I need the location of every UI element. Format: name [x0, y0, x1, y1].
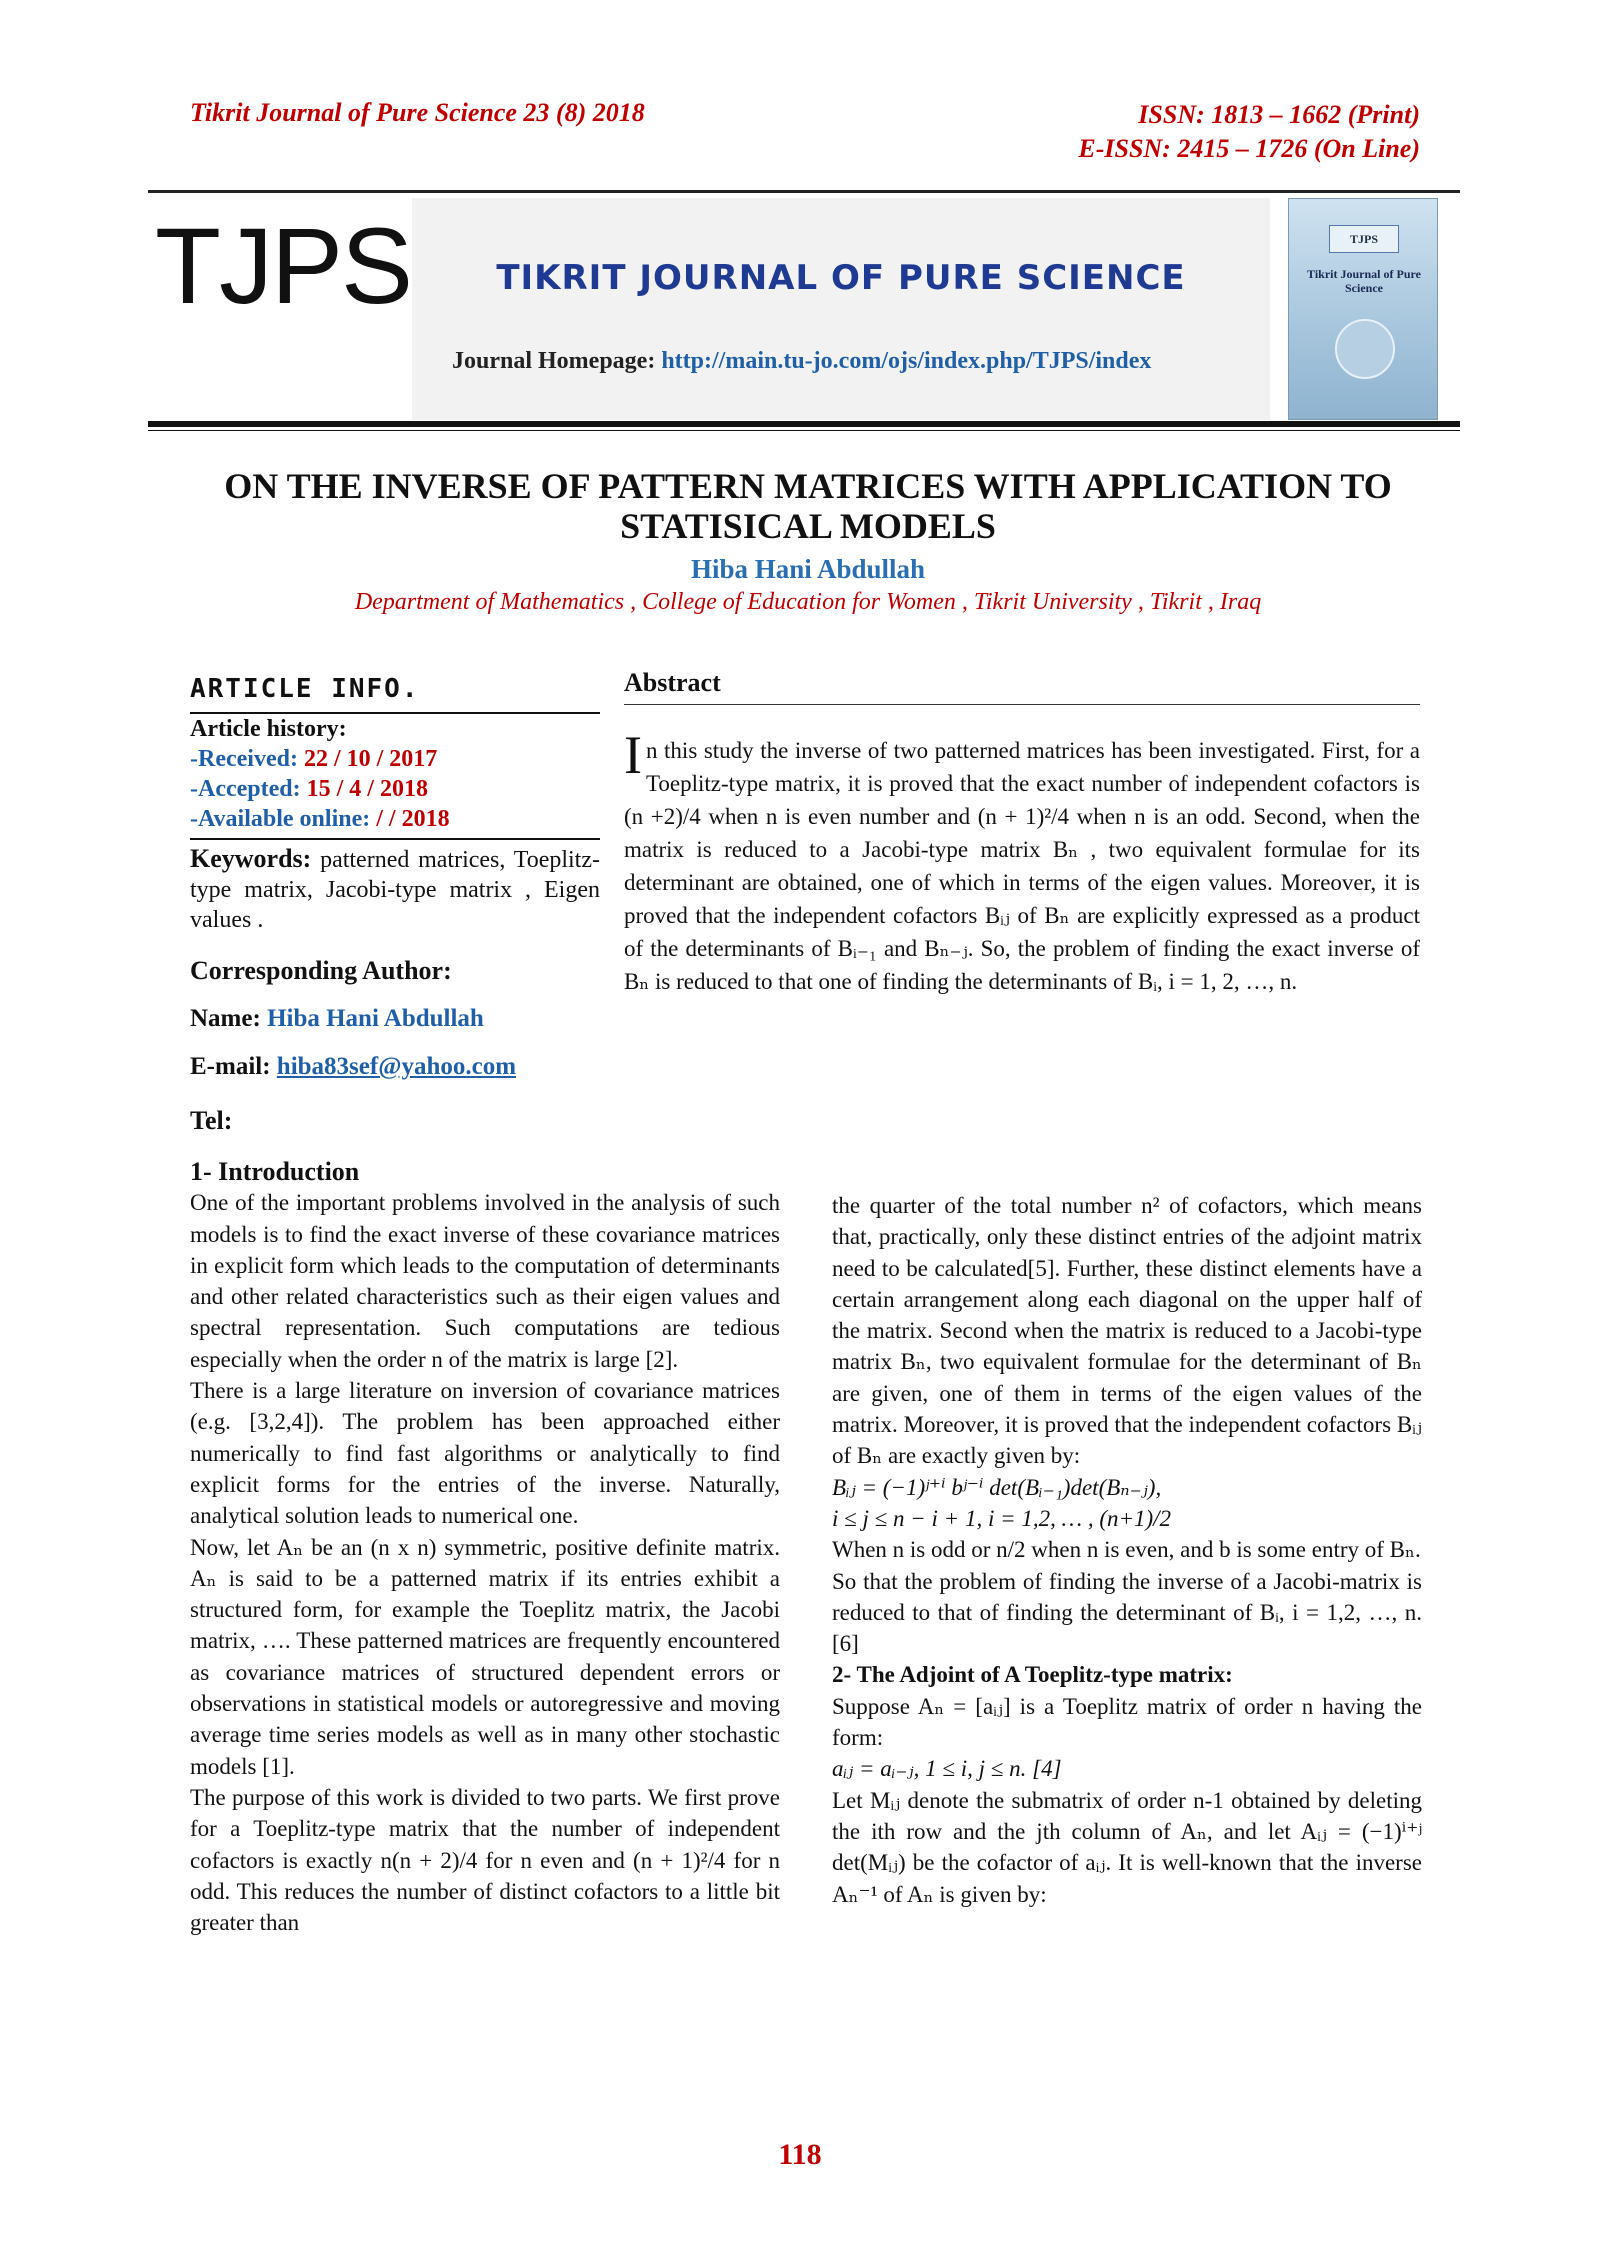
intro-paragraph-4: The purpose of this work is divided to two parts. We first prove for a Toeplitz-type matrix that the number of independent cofactors is exactly n(n + 2)/4 for n even and (n + 1)²/4 for n odd. This reduces the number of distinct cofactors to a little bit greater than: [190, 1784, 780, 1936]
introduction-column: [190, 1156, 780, 1938]
journal-homepage: [452, 348, 1151, 375]
homepage-link[interactable]: http://main.tu-jo.com/ojs/index.php/TJPS/index: [661, 348, 1152, 374]
tel-line: [190, 1106, 600, 1136]
right-paragraph-3: So that the problem of finding the inverse of a Jacobi-matrix is reduced to that of finding the determinant of Bᵢ, i = 1,2, …, n. [6]: [832, 1568, 1422, 1657]
received-date: 22 / 10 / 2017: [303, 746, 438, 772]
author-name-line: [190, 1004, 600, 1034]
paper-author: Hiba Hani Abdullah: [690, 554, 926, 584]
journal-cover-image: [1288, 198, 1438, 420]
intro-paragraph-3: Now, let Aₙ be an (n x n) symmetric, positive definite matrix. Aₙ is said to be a patterned matrix if its entries exhibit a structured form, for example the Toeplitz matrix, the Jacobi matrix, …. These patterned matrices are frequently encountered as covariance matrices of structured dependent errors or observations in statistical models or autoregressive and moving average time series models as well as in many other stochastic models [1].: [190, 1534, 780, 1779]
intro-paragraph-1: One of the important problems involved in the analysis of such models is to find the exact inverse of these covariance matrices in explicit form which leads to the computation of determinants and other related characteristics such as their eigen values and spectral representation. Such computations are tedious especially when the order n of the matrix is large [2].: [190, 1190, 780, 1372]
email-line: [190, 1052, 600, 1082]
banner-top-rule: [148, 190, 1460, 193]
received-label: -Received:: [190, 746, 304, 772]
right-paragraph-4: Suppose Aₙ = [aᵢⱼ] is a Toeplitz matrix of order n having the form:: [832, 1693, 1422, 1751]
author-name: Hiba Hani Abdullah: [267, 1005, 484, 1032]
journal-issue-header: Tikrit Journal of Pure Science 23 (8) 2018: [190, 98, 645, 127]
introduction-heading: 1- Introduction: [190, 1157, 360, 1186]
homepage-label: Journal Homepage:: [452, 348, 662, 374]
issn-header: [1078, 98, 1420, 166]
right-paragraph-1: the quarter of the total number n² of cofactors, which means that, practically, only these distinct entries of the adjoint matrix need to be calculated[5]. Further, these distinct elements have a certain arrangement along each diagonal on the upper half of the matrix. Second when the matrix is reduced to a Jacobi-type matrix Bₙ, two equivalent formulae for the determinant of Bₙ are given, one of them in terms of the eigen values of the matrix. Moreover, it is proved that the independent cofactors Bᵢⱼ of Bₙ are exactly given by:: [832, 1193, 1422, 1469]
article-info-heading: ARTICLE INFO.: [190, 674, 420, 704]
toeplitz-equation: aᵢⱼ = aᵢ₋ⱼ, 1 ≤ i, j ≤ n. [4]: [832, 1756, 1062, 1782]
keywords-label: Keywords:: [190, 844, 312, 873]
cofactor-equation: Bᵢⱼ = (−1)ʲ⁺ⁱ bʲ⁻ⁱ det(Bᵢ₋₁)det(Bₙ₋ⱼ),: [832, 1474, 1162, 1500]
keywords: [190, 844, 600, 935]
tjps-logo: TJPS: [155, 205, 412, 326]
keywords-list: patterned matrices, Toeplitz-type matrix, Jacobi-type matrix , Eigen values .: [190, 847, 600, 933]
article-history: [190, 714, 600, 834]
journal-name: TIKRIT JOURNAL OF PURE SCIENCE: [496, 258, 1186, 298]
cover-seal-icon: [1335, 319, 1395, 379]
page-number: 118: [778, 2138, 822, 2171]
available-date: / / 2018: [376, 806, 450, 832]
email-link[interactable]: hiba83sef@yahoo.com: [276, 1053, 517, 1080]
corresponding-author-label: [190, 956, 600, 986]
banner-bottom-thin-rule: [148, 430, 1460, 431]
email-label: E-mail:: [190, 1053, 277, 1080]
abstract-text: n this study the inverse of two patterned matrices has been investigated. First, for a Toeplitz-type matrix, it is proved that the exact number of independent cofactors is (n +2)/4 when n is even number and (n + 1)²/4 when n is an odd. Second, when the matrix is reduced to a Jacobi-type matrix Bₙ , two equivalent formulae for its determinant are obtained, one of which in terms of the eigen values. Moreover, it is proved that the independent cofactors Bᵢⱼ of Bₙ are explicitly expressed as a product of the determinants of Bᵢ₋₁ and Bₙ₋ⱼ. So, the problem of finding the exact inverse of Bₙ is reduced to that one of finding the determinants of Bᵢ, i = 1, 2, …, n.: [624, 738, 1420, 994]
available-label: -Available online:: [190, 806, 377, 832]
issn-online: E-ISSN: 2415 – 1726 (On Line): [1078, 134, 1420, 163]
banner-panel: [412, 198, 1270, 420]
right-paragraph-2: When n is odd or n/2 when n is even, and b is some entry of Bₙ.: [832, 1537, 1421, 1563]
tel-label: Tel:: [190, 1106, 233, 1135]
banner-bottom-rule: [148, 421, 1460, 427]
abstract-body: [624, 725, 1420, 998]
history-label: Article history:: [190, 716, 347, 742]
cover-title: Tikrit Journal of Pure Science: [1307, 267, 1421, 295]
abstract-rule: [624, 704, 1420, 705]
intro-paragraph-2: There is a large literature on inversion of covariance matrices (e.g. [3,2,4]). The problem has been approached either numerically to find fast algorithms or analytically to find explicit forms for the entries of the inverse. Naturally, analytical solution leads to numerical one.: [190, 1378, 780, 1529]
section-2-heading: 2- The Adjoint of A Toeplitz-type matrix:: [832, 1662, 1233, 1688]
right-column: [832, 1190, 1422, 1910]
cofactor-equation-range: i ≤ j ≤ n − i + 1, i = 1,2, … , (n+1)/2: [832, 1505, 1172, 1531]
name-label: Name:: [190, 1005, 268, 1032]
issn-print: ISSN: 1813 – 1662 (Print): [1138, 100, 1420, 129]
paper-affiliation: Department of Mathematics , College of Education for Women , Tikrit University , Tikrit , Iraq: [354, 589, 1262, 615]
accepted-date: 15 / 4 / 2018: [306, 776, 428, 802]
accepted-label: -Accepted:: [190, 776, 307, 802]
cover-tjps-badge: TJPS: [1329, 225, 1399, 253]
corresponding-label-text: Corresponding Author:: [190, 956, 452, 985]
abstract-heading: Abstract: [624, 668, 721, 697]
paper-title: ON THE INVERSE OF PATTERN MATRICES WITH APPLICATION TO STATISICAL MODELS: [224, 466, 1392, 546]
right-paragraph-5: Let Mᵢⱼ denote the submatrix of order n-1 obtained by deleting the ith row and the jth column of Aₙ, and let Aᵢⱼ = (−1)ⁱ⁺ʲ det(Mᵢⱼ) be the cofactor of aᵢⱼ. It is well-known that the inverse Aₙ⁻¹ of Aₙ is given by:: [832, 1787, 1422, 1907]
abstract-dropcap: I: [624, 725, 642, 785]
keywords-rule: [190, 838, 600, 840]
